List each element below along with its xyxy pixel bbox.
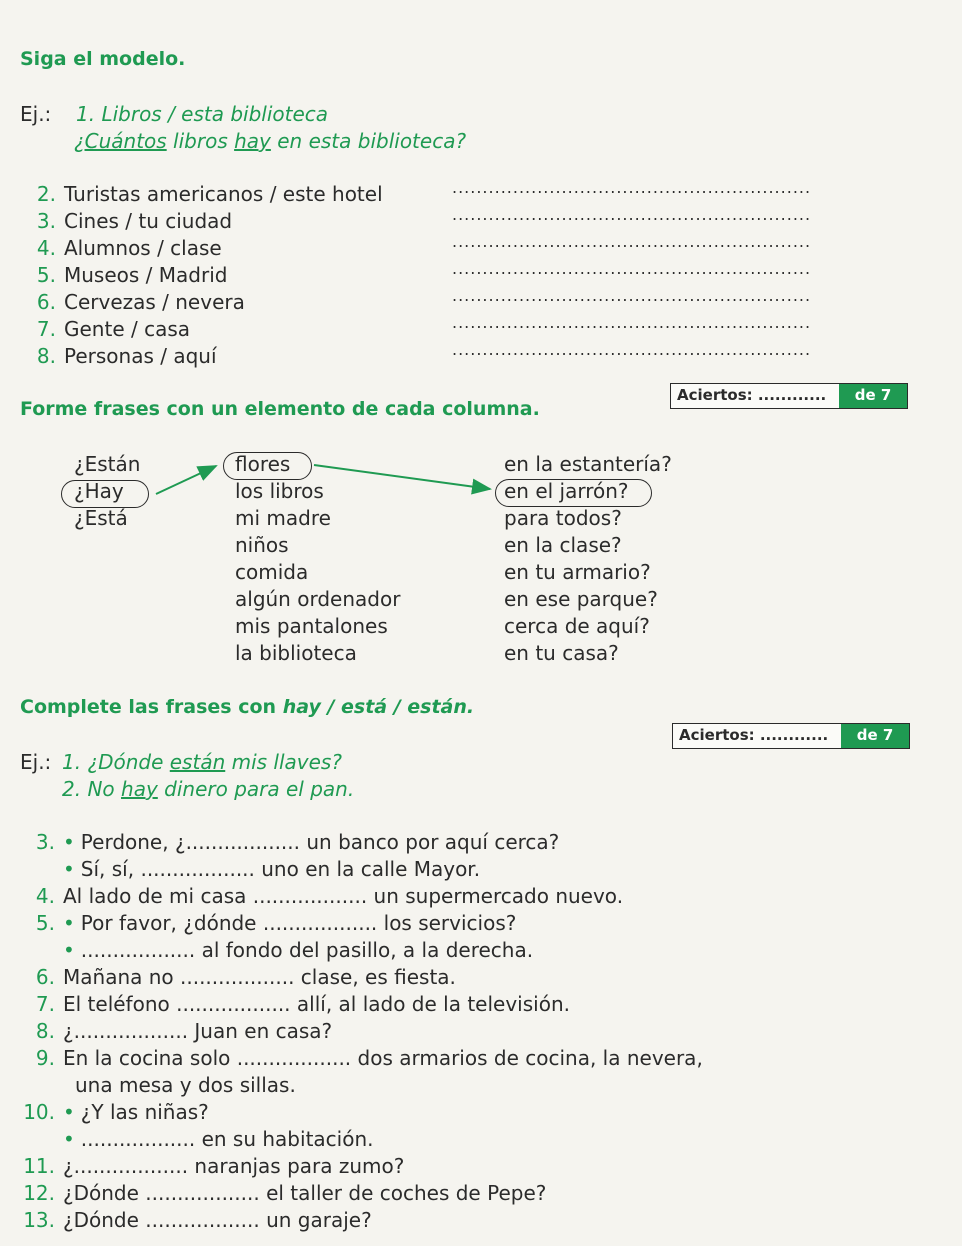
line-text: ¿Y las niñas? — [80, 1100, 209, 1124]
item-number: 4. — [35, 884, 55, 908]
line-text: ¿Dónde .................. el taller de coches de Pepe? — [63, 1181, 547, 1205]
example-part: dinero para el pan. — [164, 777, 355, 801]
score-total: de 7 — [839, 384, 907, 408]
line-text: Al lado de mi casa .................. un supermercado nuevo. — [63, 884, 624, 908]
line-text: ¿.................. Juan en casa? — [63, 1019, 333, 1043]
section3-title-text: Complete las frases con — [20, 696, 277, 718]
example-part: hay — [121, 777, 158, 801]
example-num: 1. — [62, 750, 82, 774]
line-text: Por favor, ¿dónde .................. los servicios? — [80, 911, 517, 935]
item-text: Alumnos / clase — [64, 236, 222, 260]
bullet-icon: • — [63, 830, 75, 854]
item-number: 13. — [23, 1208, 55, 1232]
line-text: El teléfono .................. allí, al lado de la televisión. — [63, 992, 570, 1016]
item-number: 2. — [36, 182, 56, 206]
example-answer-part: en esta biblioteca? — [277, 129, 467, 153]
exercise-line — [18, 965, 456, 989]
column-item: flores — [235, 452, 291, 476]
item-number: 10. — [23, 1100, 55, 1124]
line-text: Perdone, ¿.................. un banco por aquí cerca? — [80, 830, 560, 854]
exercise-line — [18, 911, 516, 935]
bullet-icon: • — [63, 857, 75, 881]
exercise-line — [18, 992, 570, 1016]
line-text: ¿.................. naranjas para zumo? — [63, 1154, 405, 1178]
exercise-line — [18, 1019, 332, 1043]
item-text: Gente / casa — [64, 317, 191, 341]
item-text: Cines / tu ciudad — [64, 209, 233, 233]
answer-blank[interactable]: ........................................................... — [452, 286, 812, 305]
exercise-line — [18, 1046, 703, 1070]
column-item: en tu casa? — [504, 641, 619, 665]
exercise-line — [18, 1100, 209, 1124]
example-num: 2. — [62, 777, 82, 801]
column-item: para todos? — [504, 506, 622, 530]
example-part: ¿Dónde — [87, 750, 164, 774]
item-number: 4. — [36, 236, 56, 260]
line-text: una mesa y dos sillas. — [75, 1073, 296, 1097]
example-num: 1. — [76, 102, 96, 126]
item-number: 6. — [36, 290, 56, 314]
exercise-line — [18, 1181, 546, 1205]
line-text: ¿Dónde .................. un garaje? — [63, 1208, 372, 1232]
item-number: 7. — [36, 317, 56, 341]
line-text: En la cocina solo .................. dos armarios de cocina, la nevera, — [63, 1046, 703, 1070]
example-part: No — [87, 777, 115, 801]
column-item: cerca de aquí? — [504, 614, 650, 638]
exercise-line — [18, 938, 533, 962]
example-line-1 — [62, 750, 342, 774]
line-text: Mañana no .................. clase, es fiesta. — [63, 965, 456, 989]
section1-title: Siga el modelo. — [20, 48, 186, 70]
section3-title — [20, 696, 474, 718]
exercise-line — [18, 1127, 373, 1151]
answer-blank[interactable]: ........................................................... — [452, 232, 812, 251]
score-label: Aciertos: ............ — [679, 726, 829, 744]
line-text: Sí, sí, .................. uno en la calle Mayor. — [80, 857, 481, 881]
item-text: Turistas americanos / este hotel — [64, 182, 383, 206]
arrow-hay-to-flores — [156, 466, 216, 494]
column-item: en tu armario? — [504, 560, 651, 584]
column-item: comida — [235, 560, 309, 584]
column-item: en el jarrón? — [504, 479, 629, 503]
connector-arrows — [0, 0, 962, 560]
column-item: mi madre — [235, 506, 331, 530]
column-item: mis pantalones — [235, 614, 388, 638]
section3-title-words: hay / está / están. — [282, 696, 475, 718]
item-text: Personas / aquí — [64, 344, 217, 368]
item-text: Museos / Madrid — [64, 263, 228, 287]
example-answer-part: ¿Cuántos — [74, 129, 167, 153]
column-item: la biblioteca — [235, 641, 357, 665]
item-number: 5. — [36, 263, 56, 287]
answer-blank[interactable]: ........................................................... — [452, 313, 812, 332]
item-number: 7. — [35, 992, 55, 1016]
bullet-icon: • — [63, 1127, 75, 1151]
column-item: ¿Hay — [74, 479, 124, 503]
column-item: niños — [235, 533, 289, 557]
example-part: están — [169, 750, 226, 774]
item-number: 3. — [35, 830, 55, 854]
line-text: .................. al fondo del pasillo, a la derecha. — [80, 938, 534, 962]
item-number: 5. — [35, 911, 55, 935]
bullet-icon: • — [63, 911, 75, 935]
line-text: .................. en su habitación. — [80, 1127, 374, 1151]
score-box-2 — [672, 723, 910, 749]
example-prompt-text: Libros / esta biblioteca — [101, 102, 329, 126]
item-number: 12. — [23, 1181, 55, 1205]
example-label: Ej.: — [20, 102, 52, 126]
score-label: Aciertos: ............ — [677, 386, 827, 404]
column-item: ¿Está — [74, 506, 128, 530]
column-item: los libros — [235, 479, 324, 503]
section2-title: Forme frases con un elemento de cada columna. — [20, 398, 540, 420]
item-number: 8. — [35, 1019, 55, 1043]
bullet-icon: • — [63, 938, 75, 962]
exercise-line — [18, 884, 623, 908]
answer-blank[interactable]: ........................................................... — [452, 259, 812, 278]
example-line-2 — [62, 777, 354, 801]
score-total: de 7 — [841, 724, 909, 748]
exercise-line — [18, 830, 559, 854]
example-label: Ej.: — [20, 750, 52, 774]
exercise-line — [18, 1073, 296, 1097]
exercise-line — [18, 857, 480, 881]
example-answer-part: hay — [234, 129, 271, 153]
column-item: en la clase? — [504, 533, 622, 557]
item-number: 6. — [35, 965, 55, 989]
item-text: Cervezas / nevera — [64, 290, 245, 314]
bullet-icon: • — [63, 1100, 75, 1124]
arrow-flores-to-jarron — [314, 465, 490, 489]
answer-blank[interactable]: ........................................................... — [452, 178, 812, 197]
column-item: ¿Están — [74, 452, 141, 476]
item-number: 8. — [36, 344, 56, 368]
example-answer-part: libros — [173, 129, 228, 153]
item-number: 3. — [36, 209, 56, 233]
exercise-line — [18, 1154, 404, 1178]
exercise-line — [18, 1208, 372, 1232]
answer-blank[interactable]: ........................................................... — [452, 205, 812, 224]
answer-blank[interactable]: ........................................................... — [452, 340, 812, 359]
example-part: mis llaves? — [231, 750, 342, 774]
column-item: en la estantería? — [504, 452, 672, 476]
item-number: 9. — [35, 1046, 55, 1070]
item-number: 11. — [23, 1154, 55, 1178]
column-item: algún ordenador — [235, 587, 401, 611]
column-item: en ese parque? — [504, 587, 658, 611]
